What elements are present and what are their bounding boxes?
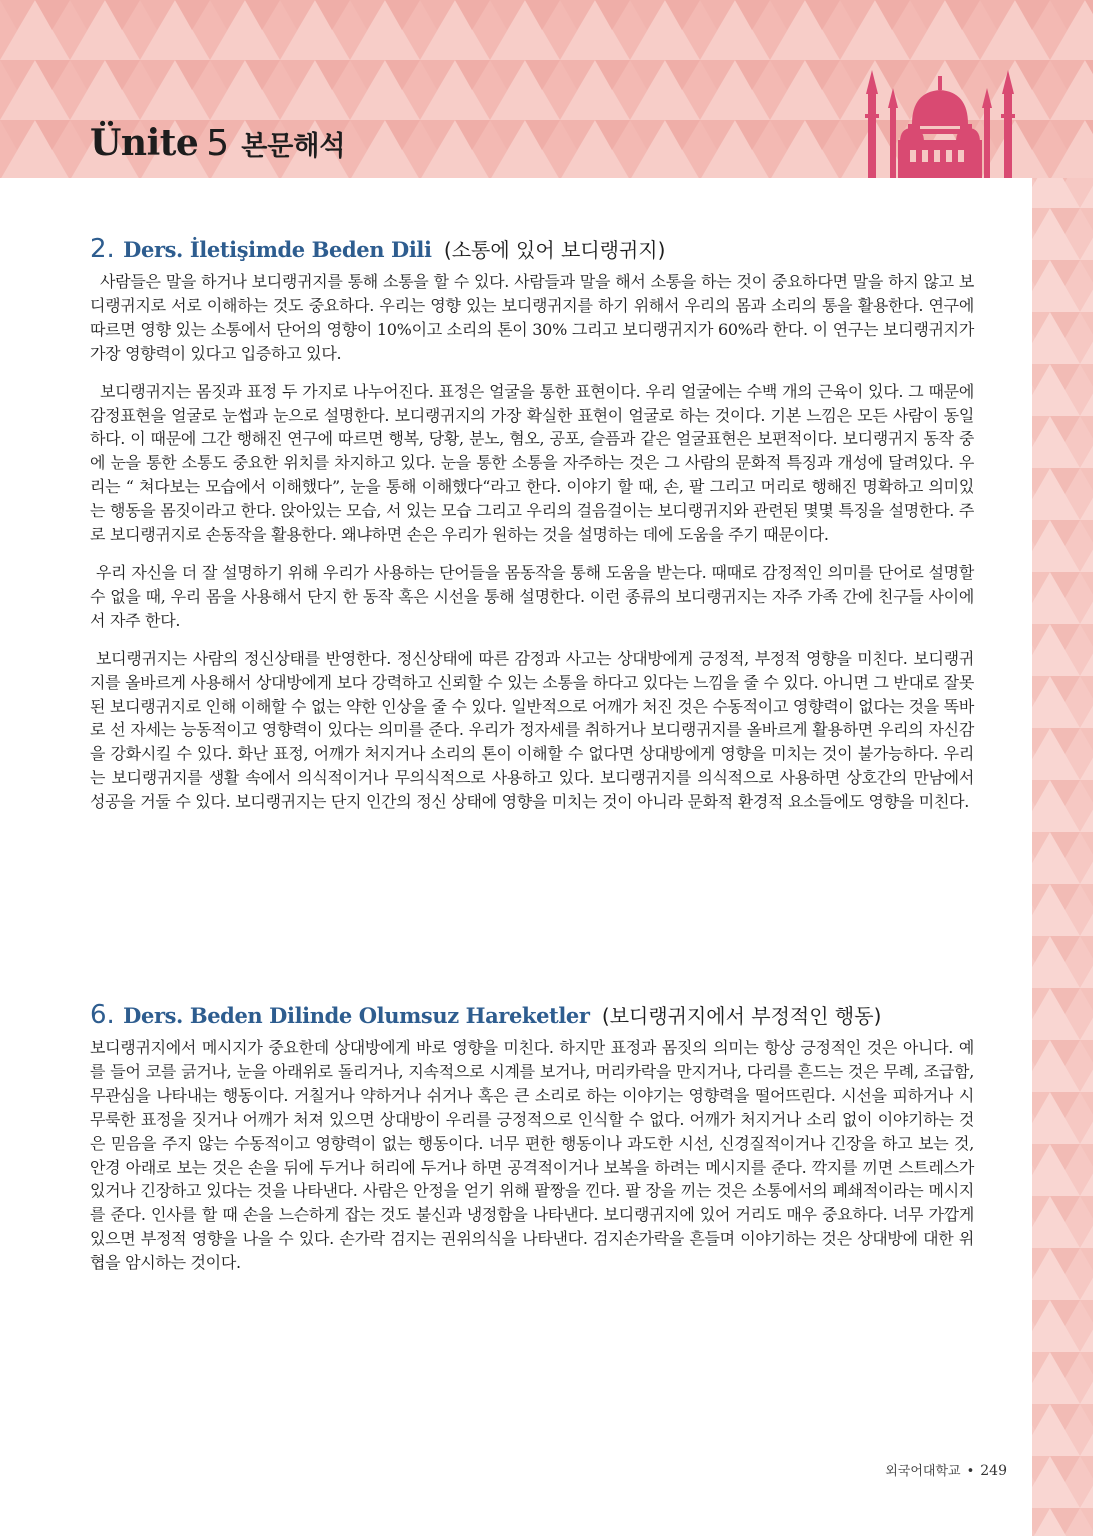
paragraph: 보디랭귀지는 몸짓과 표정 두 가지로 나누어진다. 표정은 얼굴을 통한 표현이다. 우리 얼굴에는 수백 개의 근육이 있다. 그 때문에 감정표현을 얼굴로 눈썹과 눈으로 설명한다. 보디랭귀지의 가장 확실한 표현이 얼굴로 하는 것이다. 기본 느낌은 모든 사람이 동일하다. 이 때문에 그간 행해진 연구에 따르면 행복, 당황, 분노, 혐오, 공포, 슬픔과 같은 얼굴표현은 보편적이다. 보디랭귀지 동작 중에 눈을 통한 소통도 중요한 위치를 차지하고 있다. 눈을 통한 소통을 자주하는 것은 그 사람의 문화적 특징과 개성에 달려있다. 우리는 “ 쳐다보는 모습에서 이해했다”, 눈을 통해 이해했다“라고 한다. 이야기 할 때, 손, 팔 그리고 머리로 행해진 명확하고 의미있는 행동을 몸짓이라고 한다. 앉아있는 모습, 서 있는 모습 그리고 우리의 걸음걸이는 보디랭귀지와 관련된 몇몇 특징을 설명한다. 주로 보디랭귀지로 손동작을 활용한다. 왜냐하면 손은 우리가 원하는 것을 설명하는 데에 도움을 주기 때문이다. bbox=[90, 381, 974, 545]
paragraph: 보디랭귀지에서 메시지가 중요한데 상대방에게 바로 영향을 미친다. 하지만 표정과 몸짓의 의미는 항상 긍정적인 것은 아니다. 예를 들어 코를 긁거나, 눈을 아래위로 돌리거나, 지속적으로 시계를 보거나, 머리카락을 만지거나, 다리를 흔드는 것은 무례, 조급함, 무관심을 나타내는 행동이다. 거칠거나 약하거나 쉬거나 혹은 큰 소리로 하는 이야기는 영향력을 떨어뜨린다. 시선을 피하거나 시무룩한 표정을 짓거나 어깨가 처져 있으면 상대방이 우리를 긍정적으로 인식할 수 없다. 어깨가 처지거나 소리 없이 이야기하는 것은 믿음을 주지 않는 수동적이고 영향력이 없는 행동이다. 너무 편한 행동이나 과도한 시선, 신경질적이거나 긴장을 하고 보는 것, 안경 아래로 보는 것은 손을 뒤에 두거나 허리에 두거나 하면 공격적이거나 보복을 하려는 메시지를 준다. 깍지를 끼면 스트레스가 있거나 긴장하고 있다는 것을 나타낸다. 사람은 안정을 얻기 위해 팔짱을 낀다. 팔 장을 끼는 것은 소통에서의 폐쇄적이라는 메시지를 준다. 인사를 할 때 손을 느슨하게 잡는 것도 불신과 냉정함을 나타낸다. 보디랭귀지에 있어 거리도 매우 중요하다. 너무 가깝게 있으면 부정적 영향을 나을 수 있다. 손가락 검지는 권위의식을 나타낸다. 검지손가락을 흔들며 이야기하는 것은 상대방에 대한 위협을 암시하는 것이다. bbox=[90, 1038, 975, 1273]
unit-subtitle: 본문해석 bbox=[241, 131, 346, 162]
footer-school: 외국어대학교 bbox=[885, 1464, 961, 1479]
mosque-illustration bbox=[860, 62, 1020, 178]
paragraph: 사람들은 말을 하거나 보디랭귀지를 통해 소통을 할 수 있다. 사람들과 말을 해서 소통을 하는 것이 중요하다면 말을 하지 않고 보디랭귀지로 서로 이해하는 것도 중요하다. 우리는 영향 있는 보디랭귀지를 하기 위해서 우리의 몸과 소리의 통을 활용한다. 연구에 따르면 영향 있는 소통에서 단어의 영향이 10%이고 소리의 톤이 30% 그리고 보디랭귀지가 60%라 한다. 이 연구는 보디랭귀지가 가장 영향력이 있다고 입증하고 있다. bbox=[90, 272, 974, 363]
section-body bbox=[90, 1036, 974, 1275]
section-title-korean: (소통에 있어 보디랭귀지) bbox=[443, 238, 666, 262]
section-heading bbox=[90, 234, 974, 264]
section-number: 2. bbox=[90, 234, 115, 264]
section-ders-2 bbox=[90, 234, 974, 814]
section-ders-6 bbox=[90, 1000, 974, 1275]
section-heading bbox=[90, 1000, 974, 1030]
unit-title bbox=[90, 122, 346, 164]
paragraph: 보디랭귀지는 사람의 정신상태를 반영한다. 정신상태에 따른 감정과 사고는 상대방에게 긍정적, 부정적 영향을 미친다. 보디랭귀지를 올바르게 사용해서 상대방에게 보다 강력하고 신뢰할 수 있는 소통을 하다고 있다는 느낌을 줄 수 있다. 아니면 그 반대로 잘못된 보디랭귀지로 인해 이해할 수 없는 약한 인상을 줄 수 있다. 일반적으로 어깨가 처진 것은 수동적이고 영향력이 없다는 것을 똑바로 선 자세는 능동적이고 영향력이 있다는 의미를 준다. 우리가 정자세를 취하거나 보디랭귀지를 올바르게 활용하면 우리의 자신감을 강화시킬 수 있다. 화난 표정, 어깨가 처지거나 소리의 톤이 이해할 수 없다면 상대방에게 영향을 미치는 것이 불가능하다. 우리는 보디랭귀지를 생활 속에서 의식적이거나 무의식적으로 사용하고 있다. 보디랭귀지를 의식적으로 사용하면 상호간의 만남에서 성공을 거둘 수 있다. 보디랭귀지는 단지 인간의 정신 상태에 영향을 미치는 것이 아니라 문화적 환경적 요소들에도 영향을 미친다. bbox=[90, 648, 974, 812]
paragraph: 우리 자신을 더 잘 설명하기 위해 우리가 사용하는 단어들을 몸동작을 통해 도움을 받는다. 때때로 감정적인 의미를 단어로 설명할 수 없을 때, 우리 몸을 사용해서 단지 한 동작 혹은 시선을 통해 설명한다. 이런 종류의 보디랭귀지는 자주 가족 간에 친구들 사이에서 자주 한다. bbox=[90, 562, 974, 630]
footer-separator: • bbox=[966, 1464, 975, 1479]
unit-word: Ünite bbox=[90, 122, 199, 164]
page-number: 249 bbox=[980, 1463, 1007, 1479]
page-footer bbox=[885, 1460, 1007, 1479]
section-title-korean: (보디랭귀지에서 부정적인 행동) bbox=[601, 1004, 882, 1028]
section-body bbox=[90, 270, 974, 814]
section-title-turkish: Ders. İletişimde Beden Dili bbox=[123, 237, 432, 262]
section-title-turkish: Ders. Beden Dilinde Olumsuz Hareketler bbox=[123, 1003, 590, 1028]
section-number: 6. bbox=[90, 1000, 115, 1030]
unit-number: 5 bbox=[206, 123, 230, 164]
